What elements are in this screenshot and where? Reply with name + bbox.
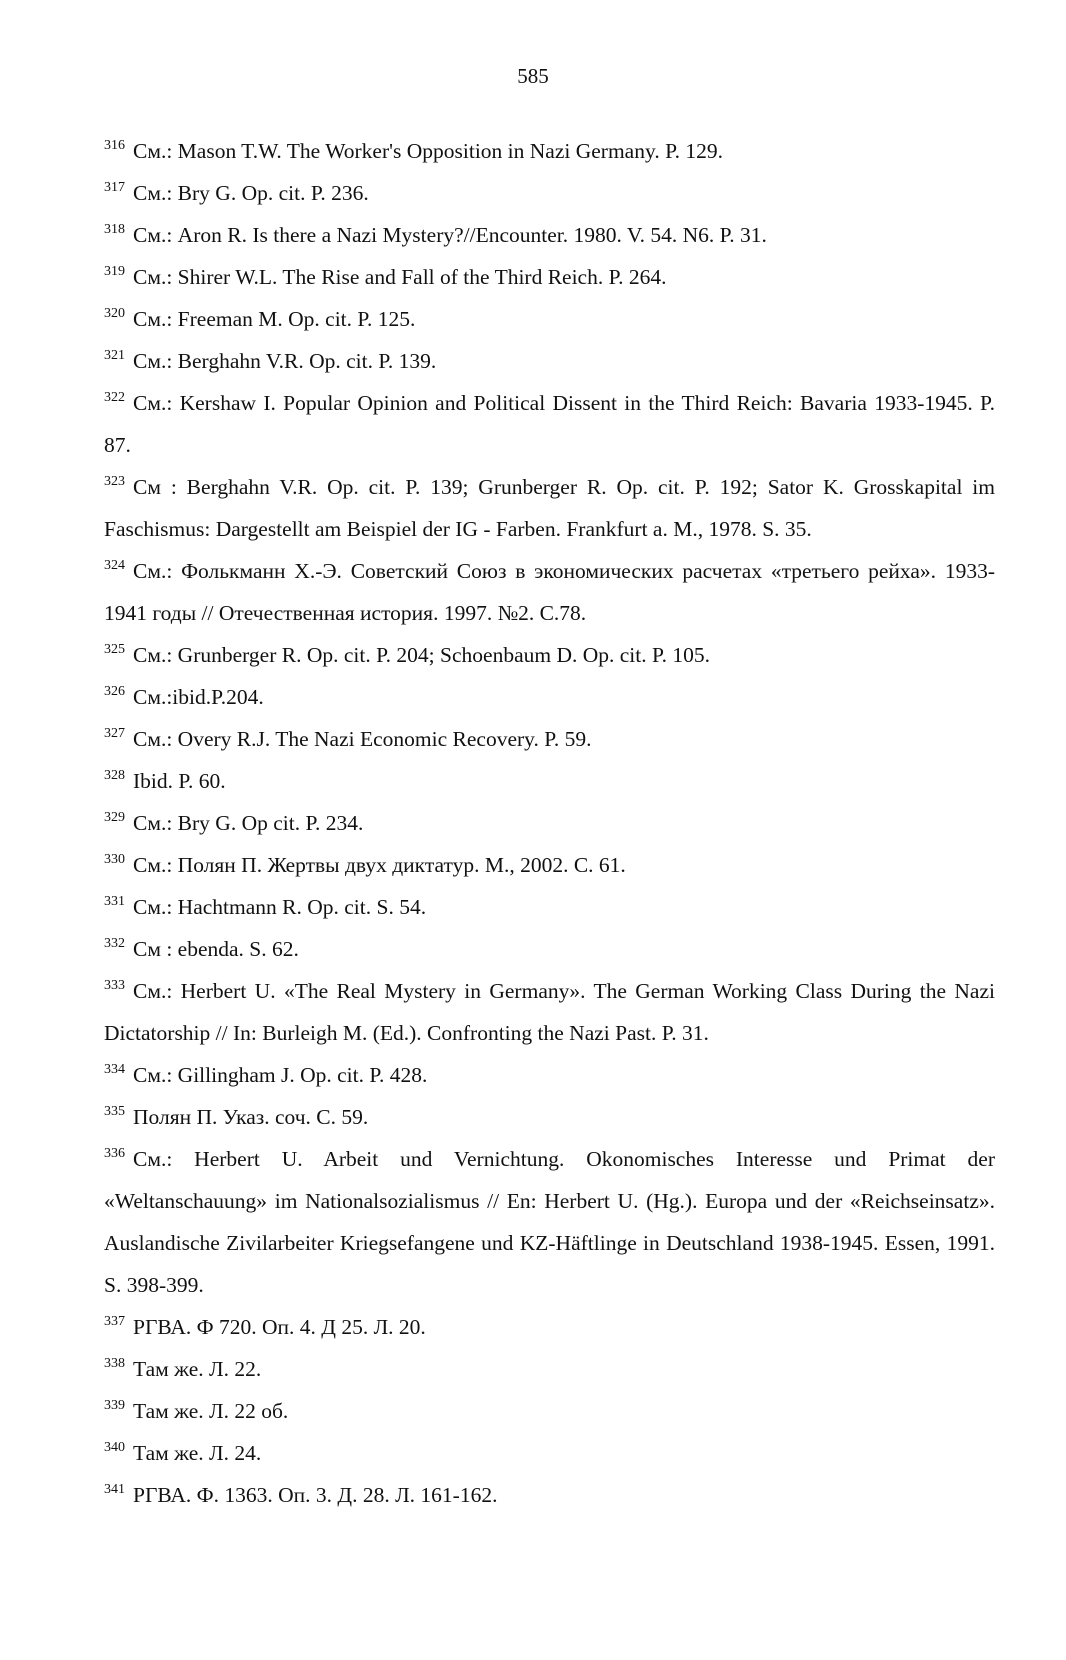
footnote — [104, 1138, 995, 1306]
footnote-number: 316 — [104, 138, 125, 153]
footnote-text: Ibid. P. 60. — [133, 769, 226, 793]
footnote — [104, 844, 995, 886]
footnote-text: См.: Grunberger R. Op. cit. P. 204; Schoenbaum D. Op. cit. P. 105. — [133, 643, 710, 667]
footnote — [104, 214, 995, 256]
footnote-text: См : ebenda. S. 62. — [133, 937, 299, 961]
footnote-text: См.: Kershaw I. Popular Opinion and Political Dissent in the Third Reich: Bavaria 1933-1945. P. 87. — [104, 391, 995, 457]
footnote — [104, 1054, 995, 1096]
footnote-number: 339 — [104, 1398, 125, 1413]
footnote — [104, 466, 995, 550]
footnote-number: 335 — [104, 1104, 125, 1119]
footnote — [104, 760, 995, 802]
footnote-number: 324 — [104, 558, 125, 573]
footnote-number: 330 — [104, 852, 125, 867]
footnote-text: Там же. Л. 22 об. — [133, 1399, 289, 1423]
footnote — [104, 550, 995, 634]
footnote-number: 318 — [104, 222, 125, 237]
footnote-text: См.: Aron R. Is there a Nazi Mystery?//Encounter. 1980. V. 54. N6. P. 31. — [133, 223, 767, 247]
footnote-text: Там же. Л. 22. — [133, 1357, 262, 1381]
footnote-number: 340 — [104, 1440, 125, 1455]
footnote — [104, 382, 995, 466]
footnote-text: См.: Overy R.J. The Nazi Economic Recovery. P. 59. — [133, 727, 592, 751]
footnote-text: РГВА. Ф. 1363. Оп. 3. Д. 28. Л. 161-162. — [133, 1483, 498, 1507]
footnote-number: 326 — [104, 684, 125, 699]
footnote-text: Там же. Л. 24. — [133, 1441, 262, 1465]
footnote — [104, 676, 995, 718]
footnote — [104, 298, 995, 340]
footnote — [104, 1474, 995, 1516]
footnote-text: См.: Bry G. Op cit. P. 234. — [133, 811, 364, 835]
footnote-number: 328 — [104, 768, 125, 783]
footnote-number: 322 — [104, 390, 125, 405]
footnote-number: 334 — [104, 1062, 125, 1077]
footnote — [104, 634, 995, 676]
footnote-number: 319 — [104, 264, 125, 279]
footnote-text: См.: Gillingham J. Op. cit. P. 428. — [133, 1063, 428, 1087]
footnote-number: 320 — [104, 306, 125, 321]
footnote-number: 317 — [104, 180, 125, 195]
footnote-text: См.: Berghahn V.R. Op. cit. P. 139. — [133, 349, 437, 373]
footnote-number: 323 — [104, 474, 125, 489]
footnote-text: См.: Herbert U. «The Real Mystery in Germany». The German Working Class During the Nazi Dictatorship // In: Burleigh M. (Ed.). Confronting the Nazi Past. P. 31. — [104, 979, 995, 1045]
footnote-number: 333 — [104, 978, 125, 993]
footnote — [104, 1390, 995, 1432]
footnote — [104, 1096, 995, 1138]
footnote-number: 321 — [104, 348, 125, 363]
footnote — [104, 928, 995, 970]
footnote-text: См.: Freeman M. Op. cit. P. 125. — [133, 307, 416, 331]
footnote-number: 331 — [104, 894, 125, 909]
footnote-number: 337 — [104, 1314, 125, 1329]
footnote-text: См.: Shirer W.L. The Rise and Fall of the Third Reich. P. 264. — [133, 265, 667, 289]
footnote — [104, 970, 995, 1054]
footnote — [104, 802, 995, 844]
footnotes-list — [104, 130, 995, 1516]
footnote-text: См.: Фолькманн Х.-Э. Советский Союз в экономических расчетах «третьего рейха». 1933-1941 годы // Отечественная история. 1997. №2. С.78. — [104, 559, 995, 625]
footnote — [104, 130, 995, 172]
footnote-number: 341 — [104, 1482, 125, 1497]
footnote — [104, 340, 995, 382]
footnote-number: 329 — [104, 810, 125, 825]
footnote — [104, 1348, 995, 1390]
footnote-text: См.: Herbert U. Arbeit und Vernichtung. Okonomisches Interesse und Primat der «Weltanschauung» im Nationalsozialismus // En: Herbert U. (Hg.). Europa und der «Reichseinsatz». Auslandische Zivilarbeiter Kriegsefangene und KZ-Häftlinge in Deutschland 1938-1945. Essen, 1991. S. 398-399. — [104, 1147, 995, 1297]
footnote-text: См.: Hachtmann R. Op. cit. S. 54. — [133, 895, 427, 919]
footnote-text: См : Berghahn V.R. Op. cit. P. 139; Grunberger R. Op. cit. P. 192; Sator K. Grosskapital im Faschismus: Dargestellt am Beispiel der IG - Farben. Frankfurt a. M., 1978. S. 35. — [104, 475, 995, 541]
footnote — [104, 886, 995, 928]
footnote-number: 336 — [104, 1146, 125, 1161]
page-number: 585 — [517, 64, 549, 88]
footnote-text: См.: Полян П. Жертвы двух диктатур. М., 2002. С. 61. — [133, 853, 626, 877]
footnote-number: 325 — [104, 642, 125, 657]
footnote — [104, 718, 995, 760]
footnote-number: 338 — [104, 1356, 125, 1371]
footnote-text: См.: Bry G. Op. cit. P. 236. — [133, 181, 369, 205]
footnote-text: РГВА. Ф 720. Оп. 4. Д 25. Л. 20. — [133, 1315, 426, 1339]
footnote-text: См.:ibid.P.204. — [133, 685, 264, 709]
footnote — [104, 1306, 995, 1348]
footnote-number: 327 — [104, 726, 125, 741]
footnote-text: См.: Mason T.W. The Worker's Opposition in Nazi Germany. P. 129. — [133, 139, 724, 163]
footnote-text: Полян П. Указ. соч. С. 59. — [133, 1105, 369, 1129]
footnote — [104, 172, 995, 214]
footnote-number: 332 — [104, 936, 125, 951]
footnote — [104, 256, 995, 298]
footnote — [104, 1432, 995, 1474]
